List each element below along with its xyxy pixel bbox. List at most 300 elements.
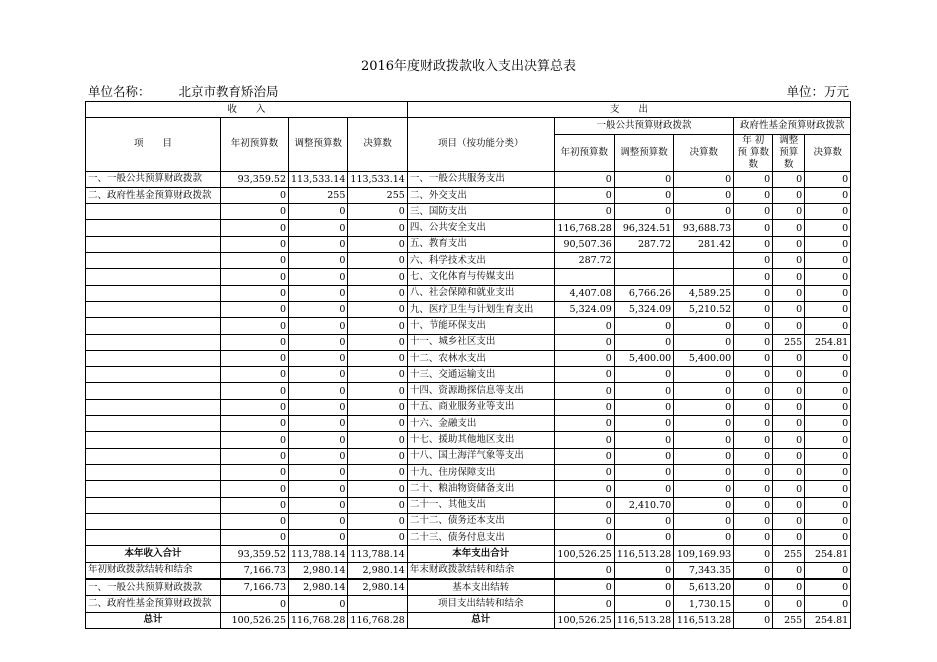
income-value: 0 <box>289 383 348 399</box>
income-value: 0 <box>221 448 289 464</box>
expense-value: 0 <box>773 269 805 285</box>
expense-value: 0 <box>614 464 673 480</box>
expense-value: 0 <box>773 562 805 579</box>
expense-value: 0 <box>614 481 673 497</box>
income-value: 0 <box>221 350 289 366</box>
expense-value: 0 <box>805 530 851 546</box>
income-value: 0 <box>221 481 289 497</box>
income-value: 0 <box>348 220 407 236</box>
expense-value: 0 <box>554 318 614 334</box>
expense-item-label: 年末财政拨款结转和结余 <box>407 562 554 579</box>
expense-value: 0 <box>734 562 773 579</box>
expense-value <box>674 253 734 269</box>
expense-value: 0 <box>805 448 851 464</box>
income-item-label <box>86 236 221 252</box>
income-value: 0 <box>289 513 348 529</box>
expense-value: 0 <box>734 399 773 415</box>
expense-value: 0 <box>734 220 773 236</box>
income-item-label <box>86 253 221 269</box>
income-value: 0 <box>289 301 348 317</box>
income-value: 0 <box>289 204 348 220</box>
income-value: 0 <box>289 220 348 236</box>
expense-item-label: 二十二、债务还本支出 <box>407 513 554 529</box>
income-item-label <box>86 318 221 334</box>
expense-value: 0 <box>773 481 805 497</box>
expense-value: 0 <box>773 236 805 252</box>
expense-value: 0 <box>734 481 773 497</box>
income-item-label <box>86 301 221 317</box>
income-item-label: 总计 <box>86 612 221 628</box>
income-adjusted-header: 调整预算数 <box>289 118 348 171</box>
expense-value: 0 <box>773 367 805 383</box>
income-item-label <box>86 204 221 220</box>
income-item-label <box>86 530 221 546</box>
expense-value: 0 <box>734 350 773 366</box>
expense-value: 100,526.25 <box>554 612 614 628</box>
income-value: 0 <box>289 253 348 269</box>
expense-value: 0 <box>805 171 851 187</box>
expense-value: 4,589.25 <box>674 285 734 301</box>
expense-value: 0 <box>614 334 673 350</box>
income-value: 0 <box>289 350 348 366</box>
income-value: 0 <box>289 432 348 448</box>
expense-value: 0 <box>805 318 851 334</box>
fund-adjusted-header: 调整 预算 数 <box>773 134 805 171</box>
expense-value: 1,730.15 <box>674 596 734 612</box>
expense-item-label: 十七、援助其他地区支出 <box>407 432 554 448</box>
income-value: 0 <box>221 416 289 432</box>
expense-value: 0 <box>554 596 614 612</box>
expense-item-label: 十二、农林水支出 <box>407 350 554 366</box>
table-row <box>86 318 851 334</box>
expense-value: 2,410.70 <box>614 497 673 513</box>
expense-value: 0 <box>674 481 734 497</box>
income-header: 收 入 <box>86 102 408 118</box>
summary-row <box>86 562 851 579</box>
expense-value: 0 <box>773 416 805 432</box>
expense-value: 0 <box>734 448 773 464</box>
expense-item-label: 二、外交支出 <box>407 187 554 203</box>
income-value: 0 <box>221 432 289 448</box>
income-item-label <box>86 334 221 350</box>
expense-value: 0 <box>773 350 805 366</box>
expense-value: 0 <box>674 497 734 513</box>
income-value: 113,533.14 <box>348 171 407 187</box>
income-item-label: 一、一般公共预算财政拨款 <box>86 579 221 596</box>
income-value: 0 <box>348 497 407 513</box>
income-value: 0 <box>348 285 407 301</box>
fund-initial-header: 年 初 预 算数数 <box>734 134 773 171</box>
expense-item-label: 二十三、债务付息支出 <box>407 530 554 546</box>
table-row <box>86 416 851 432</box>
expense-value: 255 <box>773 546 805 562</box>
expense-item-label: 十三、交通运输支出 <box>407 367 554 383</box>
income-value: 0 <box>289 416 348 432</box>
expense-value: 0 <box>554 399 614 415</box>
expense-item-label: 七、文化体育与传媒支出 <box>407 269 554 285</box>
income-item-label <box>86 350 221 366</box>
income-value: 100,526.25 <box>221 612 289 628</box>
income-item-label <box>86 448 221 464</box>
income-value: 0 <box>348 481 407 497</box>
income-value: 0 <box>348 432 407 448</box>
expense-value: 0 <box>805 350 851 366</box>
expense-value: 0 <box>773 448 805 464</box>
income-value: 113,533.14 <box>289 171 348 187</box>
general-initial-header: 年初预算数 <box>554 134 614 171</box>
income-item-label: 二、政府性基金预算财政拨款 <box>86 596 221 612</box>
expense-value: 0 <box>805 220 851 236</box>
expense-item-label: 十一、城乡社区支出 <box>407 334 554 350</box>
expense-value: 0 <box>773 187 805 203</box>
fund-header: 政府性基金预算财政拨款 <box>734 118 851 134</box>
income-item-label <box>86 464 221 480</box>
expense-item-label: 十六、金融支出 <box>407 416 554 432</box>
income-value: 0 <box>221 204 289 220</box>
table-row <box>86 497 851 513</box>
income-value: 0 <box>348 350 407 366</box>
expense-value: 0 <box>614 171 673 187</box>
unit-name-label: 单位名称： <box>88 84 151 99</box>
expense-value: 0 <box>614 530 673 546</box>
item-header: 项 目 <box>86 118 221 171</box>
table-row <box>86 253 851 269</box>
summary-row <box>86 546 851 562</box>
expense-value: 5,324.09 <box>614 301 673 317</box>
expense-value: 0 <box>773 579 805 596</box>
expense-item-label: 十、节能环保支出 <box>407 318 554 334</box>
income-value: 0 <box>348 367 407 383</box>
income-value: 0 <box>348 448 407 464</box>
expense-value: 6,766.26 <box>614 285 673 301</box>
expense-value <box>614 253 673 269</box>
expense-value: 0 <box>734 579 773 596</box>
income-value: 0 <box>289 318 348 334</box>
summary-row <box>86 612 851 628</box>
income-value: 0 <box>221 367 289 383</box>
expense-value: 0 <box>614 432 673 448</box>
income-item-label <box>86 269 221 285</box>
income-value: 0 <box>348 383 407 399</box>
expense-item-label: 五、教育支出 <box>407 236 554 252</box>
expense-value: 0 <box>614 579 673 596</box>
expense-value: 0 <box>773 285 805 301</box>
expense-value: 109,169.93 <box>674 546 734 562</box>
unit-name-line <box>88 82 307 100</box>
expense-value: 0 <box>734 285 773 301</box>
expense-value: 0 <box>554 530 614 546</box>
table-row <box>86 285 851 301</box>
expense-value: 255 <box>773 334 805 350</box>
expense-value: 0 <box>674 513 734 529</box>
table-row <box>86 481 851 497</box>
expense-item-label: 总计 <box>407 612 554 628</box>
expense-item-label: 八、社会保障和就业支出 <box>407 285 554 301</box>
expense-value: 0 <box>734 497 773 513</box>
expense-value: 0 <box>674 318 734 334</box>
expense-value: 0 <box>805 399 851 415</box>
table-row <box>86 204 851 220</box>
expense-value: 0 <box>773 301 805 317</box>
expense-item-label: 本年支出合计 <box>407 546 554 562</box>
income-item-label <box>86 497 221 513</box>
income-value: 0 <box>221 334 289 350</box>
expense-value: 0 <box>805 269 851 285</box>
expense-value: 0 <box>734 367 773 383</box>
income-value: 0 <box>221 497 289 513</box>
income-item-label <box>86 432 221 448</box>
expense-value: 0 <box>614 383 673 399</box>
expense-value: 0 <box>554 497 614 513</box>
expense-item-label: 十五、商业服务业等支出 <box>407 399 554 415</box>
income-item-label: 本年收入合计 <box>86 546 221 562</box>
expense-value: 5,324.09 <box>554 301 614 317</box>
income-item-label <box>86 285 221 301</box>
income-value: 2,980.14 <box>348 562 407 579</box>
table-row <box>86 187 851 203</box>
income-value: 0 <box>289 530 348 546</box>
income-value: 0 <box>289 399 348 415</box>
expense-item-label: 二十一、其他支出 <box>407 497 554 513</box>
income-value: 0 <box>221 464 289 480</box>
income-value: 116,768.28 <box>289 612 348 628</box>
income-value <box>348 596 407 612</box>
expense-item-label: 十八、国土海洋气象等支出 <box>407 448 554 464</box>
income-value: 0 <box>348 334 407 350</box>
income-value: 0 <box>221 399 289 415</box>
income-value: 0 <box>221 269 289 285</box>
expense-value: 0 <box>734 334 773 350</box>
unit-label: 单位：万元 <box>786 84 849 99</box>
expense-value: 0 <box>734 612 773 628</box>
income-item-label <box>86 481 221 497</box>
table-row <box>86 464 851 480</box>
income-item-label: 年初财政拨款结转和结余 <box>86 562 221 579</box>
income-value: 0 <box>221 530 289 546</box>
expense-value: 0 <box>554 579 614 596</box>
expense-item-label: 二十、粮油物资储备支出 <box>407 481 554 497</box>
expense-value: 0 <box>773 399 805 415</box>
expense-value: 0 <box>614 399 673 415</box>
expense-value: 0 <box>734 596 773 612</box>
income-value: 0 <box>289 334 348 350</box>
income-value: 0 <box>221 383 289 399</box>
expense-value: 0 <box>554 334 614 350</box>
expense-value: 0 <box>805 383 851 399</box>
table-row <box>86 432 851 448</box>
expense-item-label: 一、一般公共服务支出 <box>407 171 554 187</box>
expense-value: 0 <box>773 171 805 187</box>
expense-value: 0 <box>773 596 805 612</box>
income-value: 0 <box>221 301 289 317</box>
expense-value: 0 <box>805 497 851 513</box>
expense-value: 0 <box>554 350 614 366</box>
expense-value: 0 <box>773 318 805 334</box>
expense-value: 0 <box>734 416 773 432</box>
general-adjusted-header: 调整预算数 <box>614 134 673 171</box>
expense-value: 0 <box>734 546 773 562</box>
income-value: 0 <box>348 301 407 317</box>
fund-final-header: 决算数 <box>805 134 851 171</box>
income-value: 7,166.73 <box>221 579 289 596</box>
expense-value: 0 <box>734 432 773 448</box>
expense-value: 0 <box>614 596 673 612</box>
expense-header: 支 出 <box>407 102 850 118</box>
expense-value: 0 <box>773 253 805 269</box>
expense-value: 0 <box>554 416 614 432</box>
expense-value: 0 <box>554 513 614 529</box>
expense-value: 5,613.20 <box>674 579 734 596</box>
table-row <box>86 350 851 366</box>
expense-value: 0 <box>614 187 673 203</box>
income-item-label: 一、一般公共预算财政拨款 <box>86 171 221 187</box>
expense-value: 100,526.25 <box>554 546 614 562</box>
expense-value: 0 <box>614 204 673 220</box>
expense-value: 0 <box>734 318 773 334</box>
income-value: 0 <box>221 236 289 252</box>
income-value: 0 <box>221 285 289 301</box>
expense-value: 0 <box>805 204 851 220</box>
expense-value <box>614 269 673 285</box>
income-value: 93,359.52 <box>221 171 289 187</box>
expense-value: 116,513.28 <box>674 612 734 628</box>
expense-value: 0 <box>614 562 673 579</box>
income-value: 0 <box>221 253 289 269</box>
expense-value: 0 <box>734 236 773 252</box>
expense-value: 116,768.28 <box>554 220 614 236</box>
expense-value: 0 <box>734 269 773 285</box>
expense-value: 0 <box>614 318 673 334</box>
expense-value: 281.42 <box>674 236 734 252</box>
expense-value <box>554 269 614 285</box>
expense-value: 90,507.36 <box>554 236 614 252</box>
table-row <box>86 220 851 236</box>
unit-name-value: 北京市教育矫治局 <box>178 84 279 99</box>
income-value: 116,768.28 <box>348 612 407 628</box>
page-title: 2016年度财政拨款收入支出决算总表 <box>360 59 577 74</box>
expense-value: 0 <box>805 236 851 252</box>
expense-value: 0 <box>773 204 805 220</box>
income-final-header: 决算数 <box>348 118 407 171</box>
expense-value: 5,400.00 <box>674 350 734 366</box>
expense-value: 4,407.08 <box>554 285 614 301</box>
table-row <box>86 301 851 317</box>
expense-value: 0 <box>734 204 773 220</box>
table-row <box>86 236 851 252</box>
expense-value: 0 <box>554 432 614 448</box>
income-value: 0 <box>289 448 348 464</box>
income-value: 0 <box>289 596 348 612</box>
income-item-label <box>86 399 221 415</box>
item-func-header: 项目（按功能分类） <box>407 118 554 171</box>
expense-value: 0 <box>674 464 734 480</box>
expense-value: 96,324.51 <box>614 220 673 236</box>
expense-value: 0 <box>554 367 614 383</box>
income-item-label <box>86 416 221 432</box>
income-value: 255 <box>289 187 348 203</box>
income-value: 0 <box>348 236 407 252</box>
expense-value: 5,400.00 <box>614 350 673 366</box>
expense-value: 0 <box>773 432 805 448</box>
expense-value: 0 <box>805 579 851 596</box>
income-value: 0 <box>348 416 407 432</box>
income-value: 0 <box>289 367 348 383</box>
expense-value: 255 <box>773 612 805 628</box>
expense-value: 0 <box>773 220 805 236</box>
income-item-label <box>86 220 221 236</box>
summary-row <box>86 579 851 596</box>
expense-value: 0 <box>554 187 614 203</box>
expense-value: 0 <box>805 562 851 579</box>
expense-value: 0 <box>773 513 805 529</box>
expense-value: 254.81 <box>805 334 851 350</box>
expense-value: 0 <box>734 513 773 529</box>
expense-value: 0 <box>614 448 673 464</box>
expense-value: 0 <box>554 464 614 480</box>
expense-value: 254.81 <box>805 546 851 562</box>
expense-value: 287.72 <box>554 253 614 269</box>
income-value: 0 <box>221 220 289 236</box>
income-value: 0 <box>289 285 348 301</box>
income-value: 0 <box>221 318 289 334</box>
expense-item-label: 九、医疗卫生与计划生育支出 <box>407 301 554 317</box>
income-initial-header: 年初预算数 <box>221 118 289 171</box>
expense-value: 0 <box>674 204 734 220</box>
expense-value: 0 <box>674 416 734 432</box>
income-value: 0 <box>289 236 348 252</box>
expense-value: 0 <box>554 481 614 497</box>
income-value: 255 <box>348 187 407 203</box>
budget-table <box>85 101 851 629</box>
table-row <box>86 530 851 546</box>
expense-value: 0 <box>805 432 851 448</box>
income-value: 113,788.14 <box>289 546 348 562</box>
expense-value: 0 <box>554 448 614 464</box>
expense-value: 0 <box>773 383 805 399</box>
summary-row <box>86 596 851 612</box>
expense-value: 0 <box>773 464 805 480</box>
general-header: 一般公共预算财政拨款 <box>554 118 733 134</box>
expense-value: 116,513.28 <box>614 612 673 628</box>
income-value: 0 <box>348 253 407 269</box>
expense-value: 0 <box>805 285 851 301</box>
income-value: 0 <box>221 187 289 203</box>
table-row <box>86 171 851 187</box>
income-value: 2,980.14 <box>348 579 407 596</box>
expense-value: 0 <box>805 187 851 203</box>
expense-value <box>674 269 734 285</box>
income-value: 0 <box>289 464 348 480</box>
expense-item-label: 十九、住房保障支出 <box>407 464 554 480</box>
expense-value: 0 <box>734 301 773 317</box>
income-item-label <box>86 513 221 529</box>
expense-value: 0 <box>805 301 851 317</box>
table-row <box>86 334 851 350</box>
expense-value: 0 <box>734 171 773 187</box>
expense-value: 0 <box>674 334 734 350</box>
expense-value: 0 <box>805 367 851 383</box>
expense-value: 0 <box>773 497 805 513</box>
table-row <box>86 448 851 464</box>
table-row <box>86 269 851 285</box>
expense-item-label: 六、科学技术支出 <box>407 253 554 269</box>
expense-item-label: 四、公共安全支出 <box>407 220 554 236</box>
income-value: 0 <box>289 269 348 285</box>
income-value: 0 <box>348 399 407 415</box>
expense-value: 0 <box>674 399 734 415</box>
expense-value: 0 <box>674 367 734 383</box>
expense-value: 0 <box>674 187 734 203</box>
